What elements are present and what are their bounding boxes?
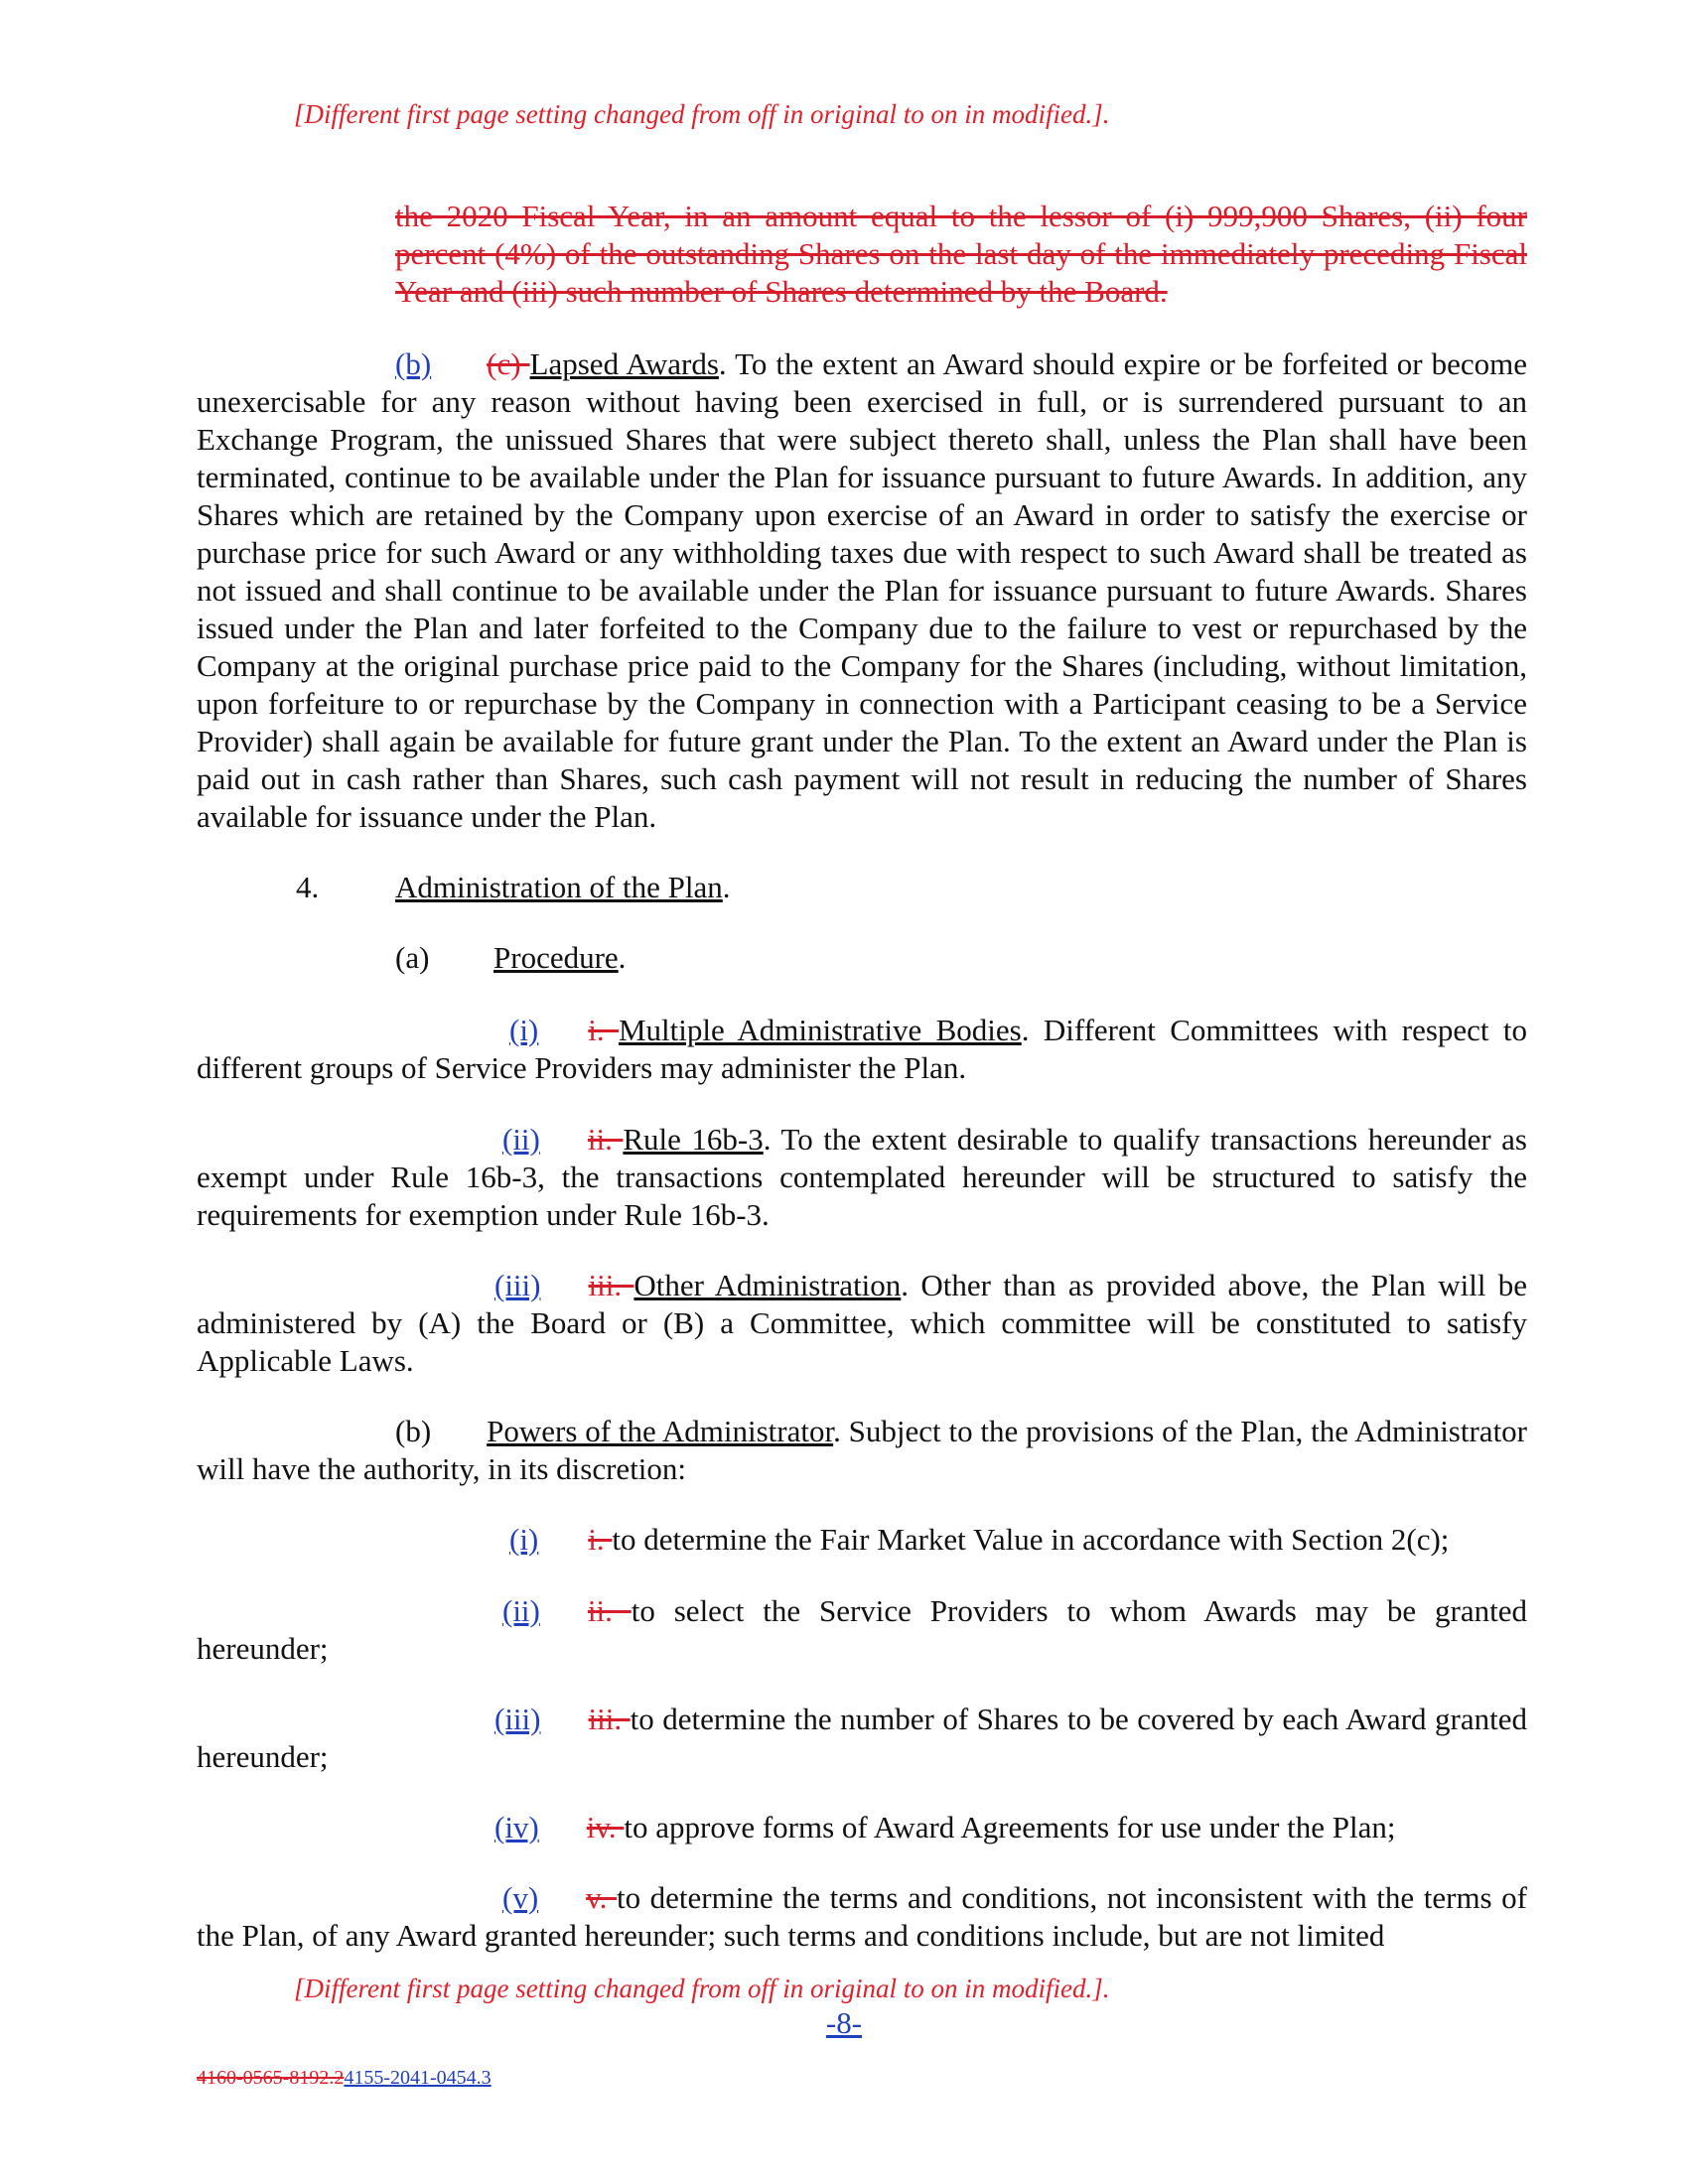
powers-title: Powers of the Administrator (487, 1414, 834, 1448)
deleted-label: (c) (487, 346, 530, 381)
document-id (197, 2067, 492, 2090)
page-number: -8- (825, 2005, 863, 2040)
section-4-title: Administration of the Plan (395, 870, 723, 904)
procedure-item-body: To the extent desirable to qualify transactions hereunder as exempt under Rule 16b-3, the transactions contemplated hereunder will be structured to satisfy the requirements for exemption under Rule 16b-3. (197, 1122, 1528, 1232)
deleted-paragraph: the 2020 Fiscal Year, in an amount equal to the lessor of (i) 999,900 Shares, (ii) four percent (4%) of the outstanding Shares on the last day of the immediately preceding Fiscal Year and (iii) such number of Shares determined by the Board. (395, 199, 1527, 309)
deleted-label: iv. (586, 1810, 625, 1844)
procedure-item: (ii) ii. Rule 16b-3. To the extent desirable to qualify transactions hereunder as exempt under Rule 16b-3, the transactions contemplated hereunder will be structured to satisfy the requirements for exemption under Rule 16b-3. (197, 1122, 1528, 1232)
procedure-item: (i) i. Multiple Administrative Bodies. Different Committees with respect to different groups of Service Providers may administer the Plan. (197, 1013, 1527, 1085)
lapsed-awards-body: To the extent an Award should expire or be forfeited or become unexercisable for any reason without having been exercised in full, or is surrendered pursuant to an Exchange Program, the unissued Shares that were subject thereto shall, unless the Plan shall have been terminated, continue to be available under the Plan for issuance pursuant to future Awards. In addition, any Shares which are retained by the Company upon exercise of an Award in order to satisfy the exercise or purchase price for such Award or any withholding taxes due with respect to such Award shall be treated as not issued and shall continue to be available under the Plan for issuance pursuant to future Awards. Shares issued under the Plan and later forfeited to the Company due to the failure to vest or repurchased by the Company at the original purchase price paid to the Company for the Shares (including, without limitation, upon forfeiture to or repurchase by the Company in connection with a Participant ceasing to be a Service Provider) shall again be available for future grant under the Plan. To the extent an Award under the Plan is paid out in cash rather than Shares, such cash payment will not result in reducing the number of Shares available for issuance under the Plan. (197, 346, 1528, 834)
inserted-label: (ii) (502, 1122, 540, 1157)
deleted-label: iii. (588, 1268, 634, 1302)
powers-body: Subject to the provisions of the Plan, the Administrator will have the authority, in its discretion: (197, 1414, 1528, 1486)
inserted-label: (iv) (494, 1810, 539, 1844)
inserted-doc-id: 4155-2041-0454.3 (344, 2067, 492, 2089)
procedure-item-body: Different Committees with respect to different groups of Service Providers may administer the Plan. (197, 1013, 1527, 1085)
inserted-label: (b) (395, 346, 432, 381)
footer-change-note: [Different first page setting changed from off in original to on in modified.]. (294, 1974, 1110, 2003)
inserted-label: (v) (502, 1880, 539, 1915)
procedure-item-title: Other Administration (633, 1268, 902, 1302)
procedure-label: (a) (395, 940, 430, 975)
procedure-item-title: Rule 16b-3 (623, 1122, 764, 1157)
inserted-label: (i) (509, 1013, 539, 1047)
inserted-label: (ii) (502, 1593, 540, 1628)
procedure-item-title: Multiple Administrative Bodies (618, 1013, 1022, 1047)
lapsed-awards-paragraph: (b) (c) Lapsed Awards. To the extent an Award should expire or be forfeited or become unexercisable for any reason without having been exercised in full, or is surrendered pursuant to an Exchange Program, the unissued Shares that were subject thereto shall, unless the Plan shall have been terminated, continue to be available under the Plan for issuance pursuant to future Awards. In addition, any Shares which are retained by the Company upon exercise of an Award in order to satisfy the exercise or purchase price for such Award or any withholding taxes due with respect to such Award shall be treated as not issued and shall continue to be available under the Plan for issuance pursuant to future Awards. Shares issued under the Plan and later forfeited to the Company due to the failure to vest or repurchased by the Company at the original purchase price paid to the Company for the Shares (including, without limitation, upon forfeiture to or repurchase by the Company in connection with a Participant ceasing to be a Service Provider) shall again be available for future grant under the Plan. To the extent an Award under the Plan is paid out in cash rather than Shares, such cash payment will not result in reducing the number of Shares available for issuance under the Plan. (197, 346, 1528, 834)
powers-label: (b) (395, 1414, 432, 1448)
procedure-item-body: Other than as provided above, the Plan will be administered by (A) the Board or (B) a Committee, which committee will be constituted to satisfy Applicable Laws. (197, 1268, 1528, 1378)
deleted-label: i. (588, 1522, 613, 1557)
deleted-doc-id: 4160-0565-8192.2 (197, 2067, 345, 2089)
deleted-label: v. (586, 1880, 617, 1915)
section-4-heading: Administration of the Plan. (395, 870, 731, 904)
procedure-title: Procedure (493, 940, 619, 975)
power-item-body: to select the Service Providers to whom Awards may be granted hereunder; (197, 1593, 1527, 1666)
deleted-label: ii. (587, 1122, 624, 1157)
power-item (197, 1521, 1527, 1559)
inserted-label: (iii) (494, 1702, 541, 1736)
lapsed-awards-title: Lapsed Awards (529, 346, 719, 381)
inserted-label: (i) (509, 1522, 539, 1557)
inserted-label: (iii) (494, 1268, 541, 1302)
deleted-label: iii. (588, 1702, 631, 1736)
power-item-body: to determine the number of Shares to be covered by each Award granted hereunder; (197, 1702, 1527, 1774)
power-item (197, 1879, 1527, 1955)
power-item (197, 1701, 1527, 1776)
header-change-note: [Different first page setting changed from off in original to on in modified.]. (294, 99, 1110, 129)
power-item-body: to determine the Fair Market Value in accordance with Section 2(c); (612, 1522, 1450, 1557)
power-item (197, 1809, 1527, 1846)
section-4-number: 4. (296, 870, 320, 904)
power-item (197, 1592, 1527, 1668)
procedure-heading: Procedure. (493, 940, 627, 975)
power-item-body: to approve forms of Award Agreements for use under the Plan; (624, 1810, 1396, 1844)
powers-paragraph: (b) Powers of the Administrator. Subject to the provisions of the Plan, the Administrator will have the authority, in its discretion: (197, 1414, 1528, 1486)
procedure-item: (iii) iii. Other Administration. Other than as provided above, the Plan will be administered by (A) the Board or (B) a Committee, which committee will be constituted to satisfy Applicable Laws. (197, 1268, 1528, 1378)
deleted-label: i. (588, 1013, 619, 1047)
deleted-label: ii. (587, 1593, 632, 1628)
power-item-body: to determine the terms and conditions, not inconsistent with the terms of the Plan, of any Award granted hereunder; such terms and conditions include, but are not limited (197, 1880, 1527, 1953)
